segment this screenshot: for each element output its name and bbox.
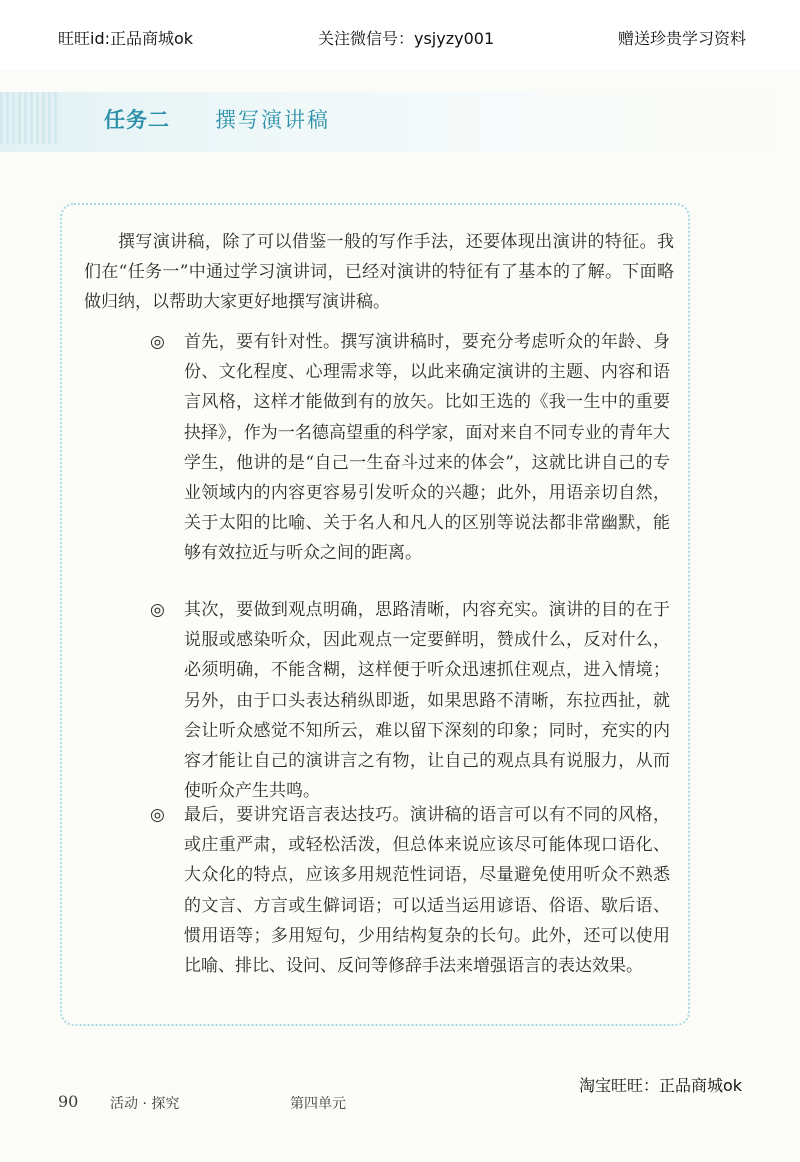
list-item xyxy=(150,800,670,981)
bullet-icon: ◎ xyxy=(150,332,165,352)
list-item-text: 最后，要讲究语言表达技巧。演讲稿的语言可以有不同的风格，或庄重严肃，或轻松活泼，但总体来说应该尽可能体现口语化、大众化的特点，应该多用规范性词语，尽量避免使用听众不熟悉的文言、方言或生僻词语；可以适当运用谚语、俗语、歇后语、惯用语等；多用短句，少用结构复杂的长句。此外，还可以使用比喻、排比、设问、反问等修辞手法来增强语言的表达效果。 xyxy=(184,805,670,977)
header-wechat: 关注微信号：ysjyzy001 xyxy=(318,29,495,48)
header-shop-id: 旺旺id:正品商城ok xyxy=(58,29,194,48)
bullet-icon: ◎ xyxy=(150,600,165,620)
list-item-text: 其次，要做到观点明确，思路清晰，内容充实。演讲的目的在于说服或感染听众，因此观点一定要鲜明，赞成什么，反对什么，必须明确，不能含糊，这样便于听众迅速抓住观点，进入情境；另外，由于口头表达稍纵即逝，如果思路不清晰，东拉西扯，就会让听众感觉不知所云，难以留下深刻的印象；同时，充实的内容才能让自己的演讲言之有物，让自己的观点具有说服力，从而使听众产生共鸣。 xyxy=(184,600,670,802)
page-number: 90 xyxy=(58,1092,79,1111)
task-title: 撰写演讲稿 xyxy=(215,108,330,132)
bullet-icon: ◎ xyxy=(150,805,165,825)
list-item xyxy=(150,595,670,806)
task-label: 任务二 xyxy=(104,108,170,132)
intro-paragraph: 撰写演讲稿，除了可以借鉴一般的写作手法，还要体现出演讲的特征。我们在“任务一”中通过学习演讲词，已经对演讲的特征有了基本的了解。下面略做归纳，以帮助大家更好地撰写演讲稿。 xyxy=(84,232,674,312)
list-item xyxy=(150,327,670,569)
banner-decoration xyxy=(0,92,60,144)
header-promo: 赠送珍贵学习资料 xyxy=(617,29,746,48)
footer-unit: 第四单元 xyxy=(290,1096,346,1112)
footer-section: 活动 · 探究 xyxy=(110,1096,180,1112)
footer-watermark: 淘宝旺旺：正品商城ok xyxy=(578,1076,742,1095)
list-item-text: 首先，要有针对性。撰写演讲稿时，要充分考虑听众的年龄、身份、文化程度、心理需求等，以此来确定演讲的主题、内容和语言风格，这样才能做到有的放矢。比如王选的《我一生中的重要抉择》，作为一名德高望重的科学家，面对来自不同专业的青年大学生，他讲的是“自己一生奋斗过来的体会”，这就比讲自己的专业领域内的内容更容易引发听众的兴趣；此外，用语亲切自然，关于太阳的比喻、关于名人和凡人的区别等说法都非常幽默，能够有效拉近与听众之间的距离。 xyxy=(184,332,670,564)
